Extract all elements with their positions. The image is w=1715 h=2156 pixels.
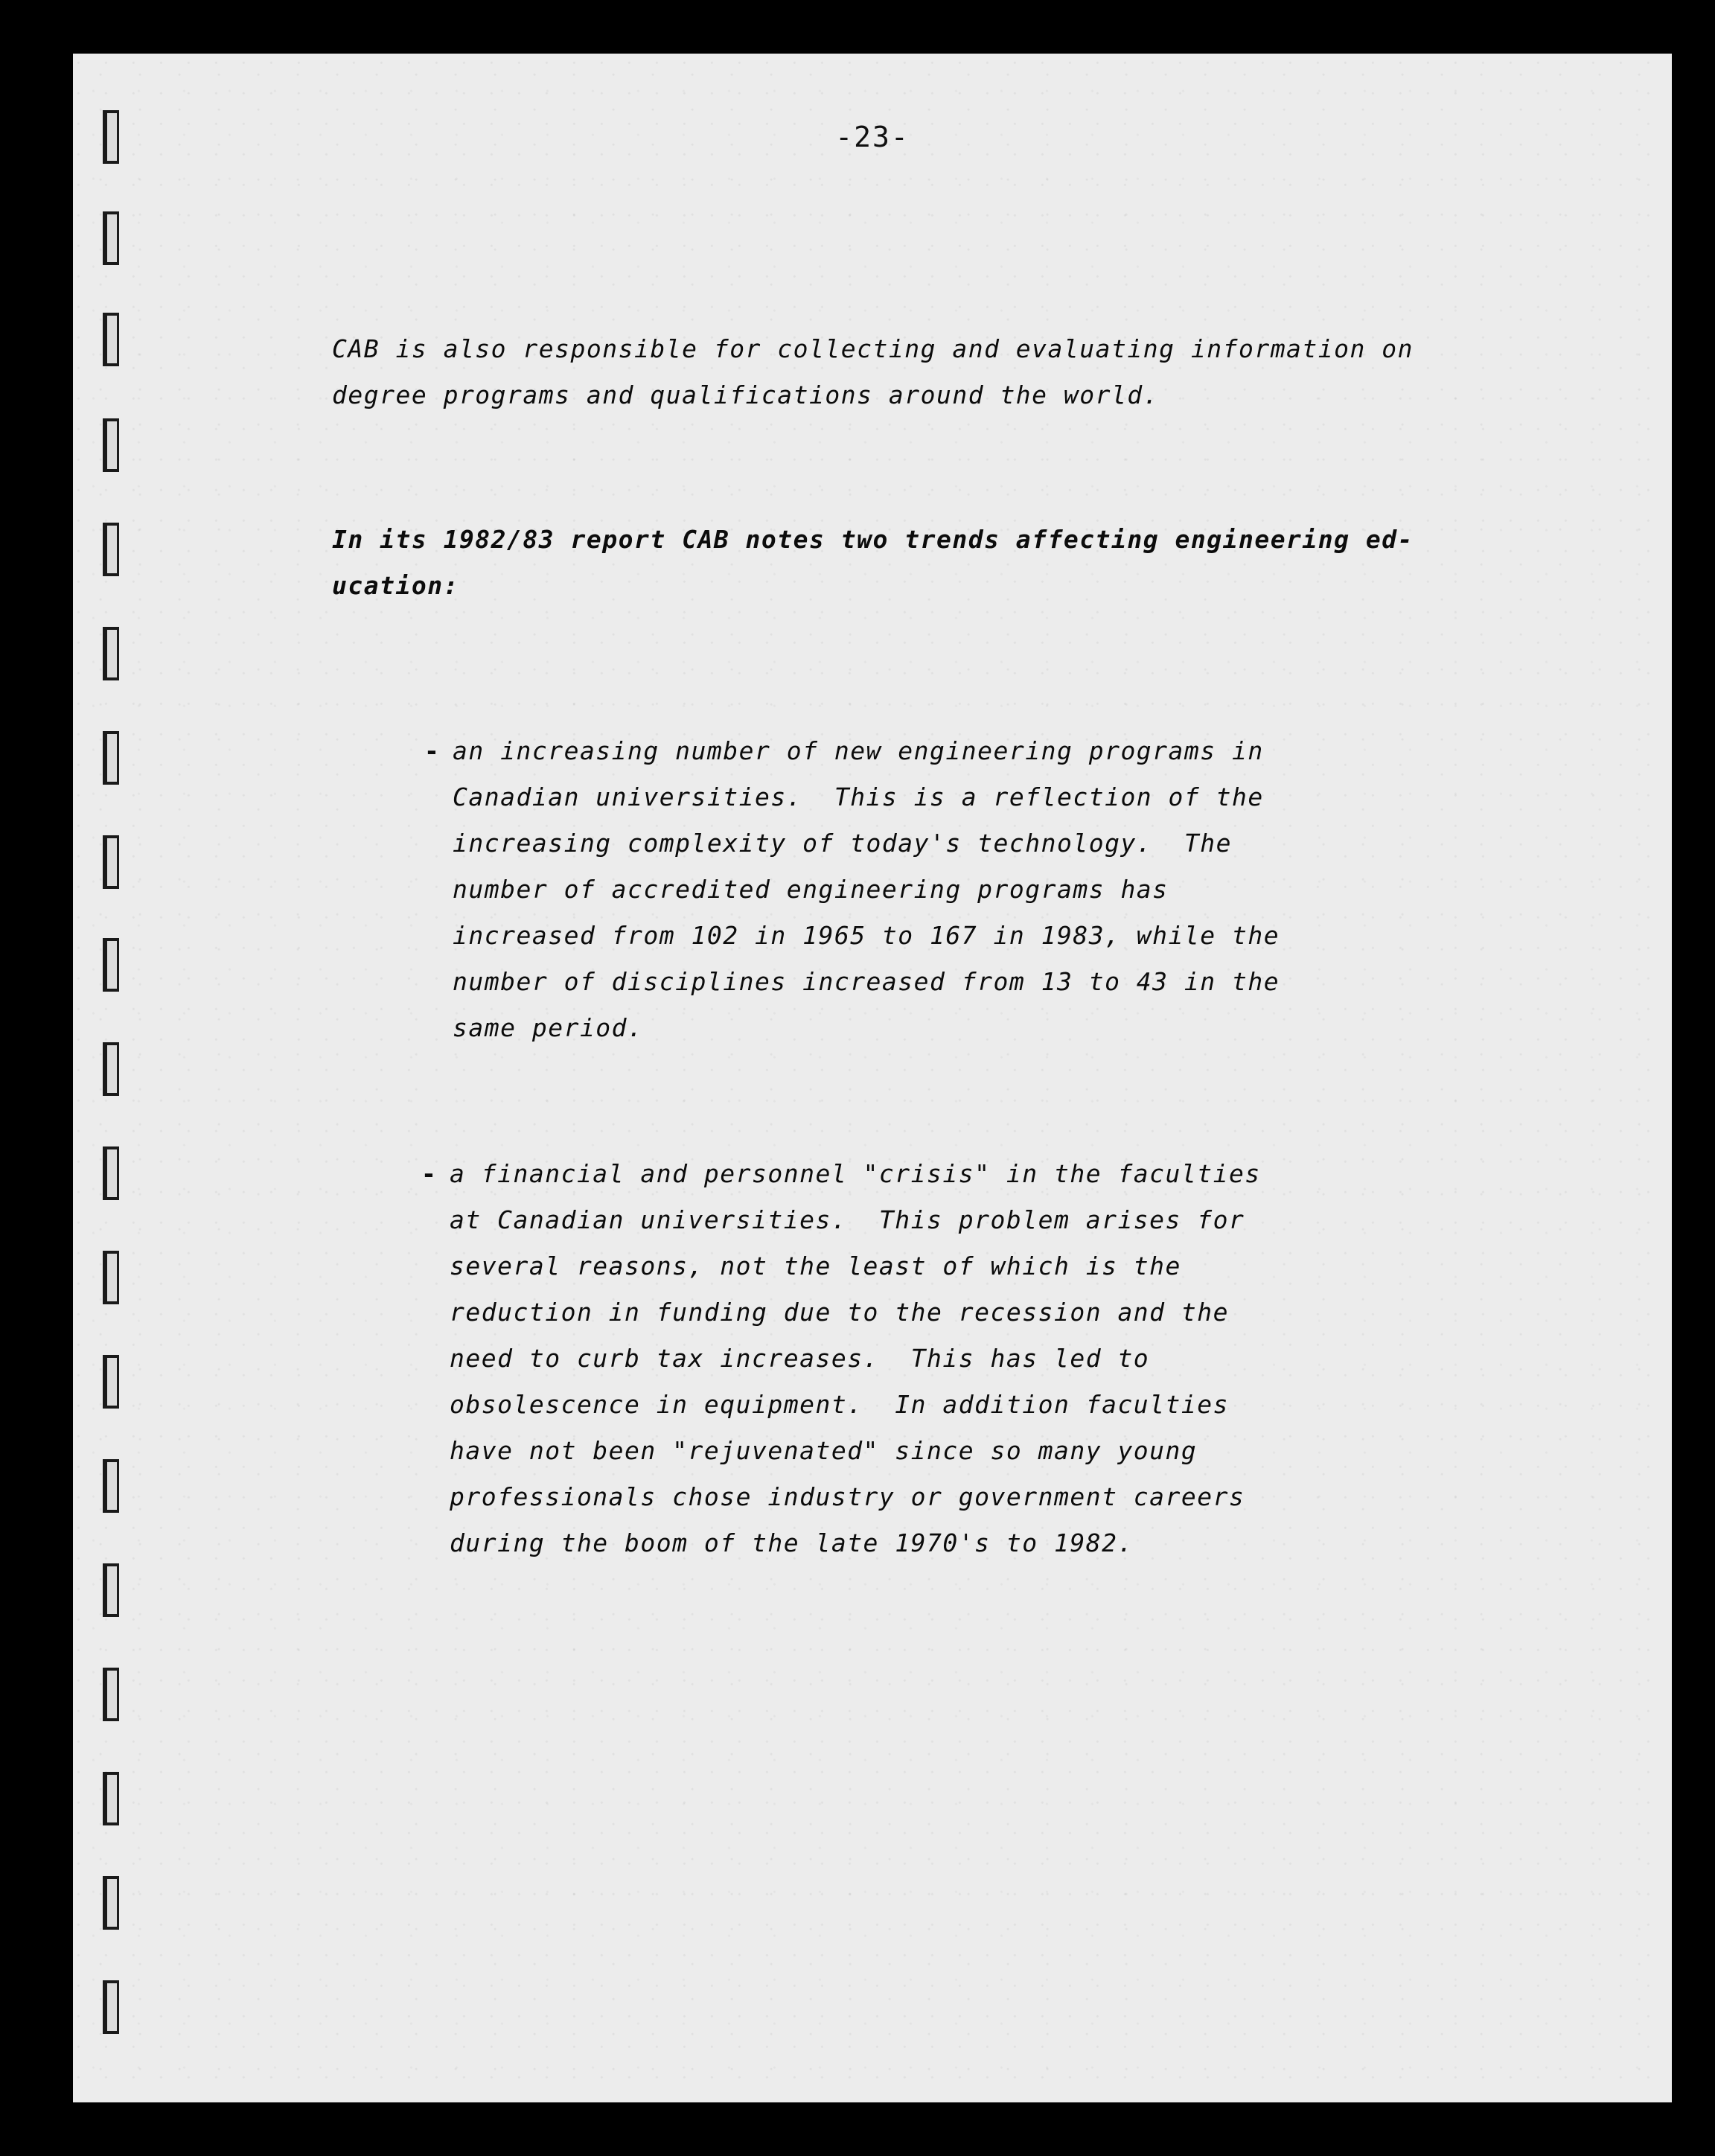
bullet-marker: - xyxy=(421,1159,436,1188)
binder-hole xyxy=(103,418,119,472)
bullet-line: reduction in funding due to the recession and the xyxy=(450,1298,1230,1327)
bullet-line: an increasing number of new engineering programs in xyxy=(453,736,1264,765)
binder-hole xyxy=(103,1563,119,1617)
bullet-line: number of disciplines increased from 13 to 43 in the xyxy=(453,967,1280,996)
bullet-line: obsolescence in equipment. In addition faculties xyxy=(450,1390,1230,1419)
paragraph-line: CAB is also responsible for collecting and evaluating information on xyxy=(332,334,1414,363)
paragraph-line: degree programs and qualifications around the world. xyxy=(332,380,1160,409)
binder-hole xyxy=(103,1146,119,1200)
bullet-line: at Canadian universities. This problem arises for xyxy=(450,1205,1245,1234)
binder-hole xyxy=(103,1459,119,1513)
bullet-line: increased from 102 in 1965 to 167 in 1983, while the xyxy=(453,921,1280,950)
bullet-line: number of accredited engineering programs has xyxy=(453,875,1169,904)
bullet-line: during the boom of the late 1970's to 1982. xyxy=(450,1528,1134,1557)
document-page xyxy=(73,54,1672,2102)
binder-hole xyxy=(103,835,119,889)
bullet-line: have not been "rejuvenated" since so many young xyxy=(450,1436,1198,1465)
binder-hole xyxy=(103,1355,119,1409)
binder-hole xyxy=(103,1251,119,1304)
binder-hole xyxy=(103,1042,119,1096)
bullet-line: Canadian universities. This is a reflection of the xyxy=(453,782,1264,811)
bullet-line: increasing complexity of today's technology. The xyxy=(453,829,1233,858)
paragraph-line: In its 1982/83 report CAB notes two trends affecting engineering ed- xyxy=(332,525,1414,554)
binder-hole xyxy=(103,1668,119,1721)
binder-hole xyxy=(103,731,119,785)
bullet-line: same period. xyxy=(453,1013,644,1042)
binder-hole xyxy=(103,1876,119,1930)
paragraph-line: ucation: xyxy=(332,571,459,600)
bullet-line: professionals chose industry or government careers xyxy=(450,1482,1245,1511)
bullet-line: several reasons, not the least of which is the xyxy=(450,1251,1181,1280)
binder-hole xyxy=(103,1980,119,2034)
binder-hole xyxy=(103,313,119,366)
binder-hole xyxy=(103,627,119,680)
binder-hole xyxy=(103,1772,119,1825)
binder-hole xyxy=(103,523,119,576)
bullet-line: a financial and personnel "crisis" in the faculties xyxy=(450,1159,1261,1188)
binder-hole xyxy=(103,211,119,265)
bullet-line: need to curb tax increases. This has led to xyxy=(450,1344,1150,1373)
binder-hole xyxy=(103,938,119,992)
bullet-marker: - xyxy=(424,736,439,765)
page-number: -23- xyxy=(835,121,910,153)
